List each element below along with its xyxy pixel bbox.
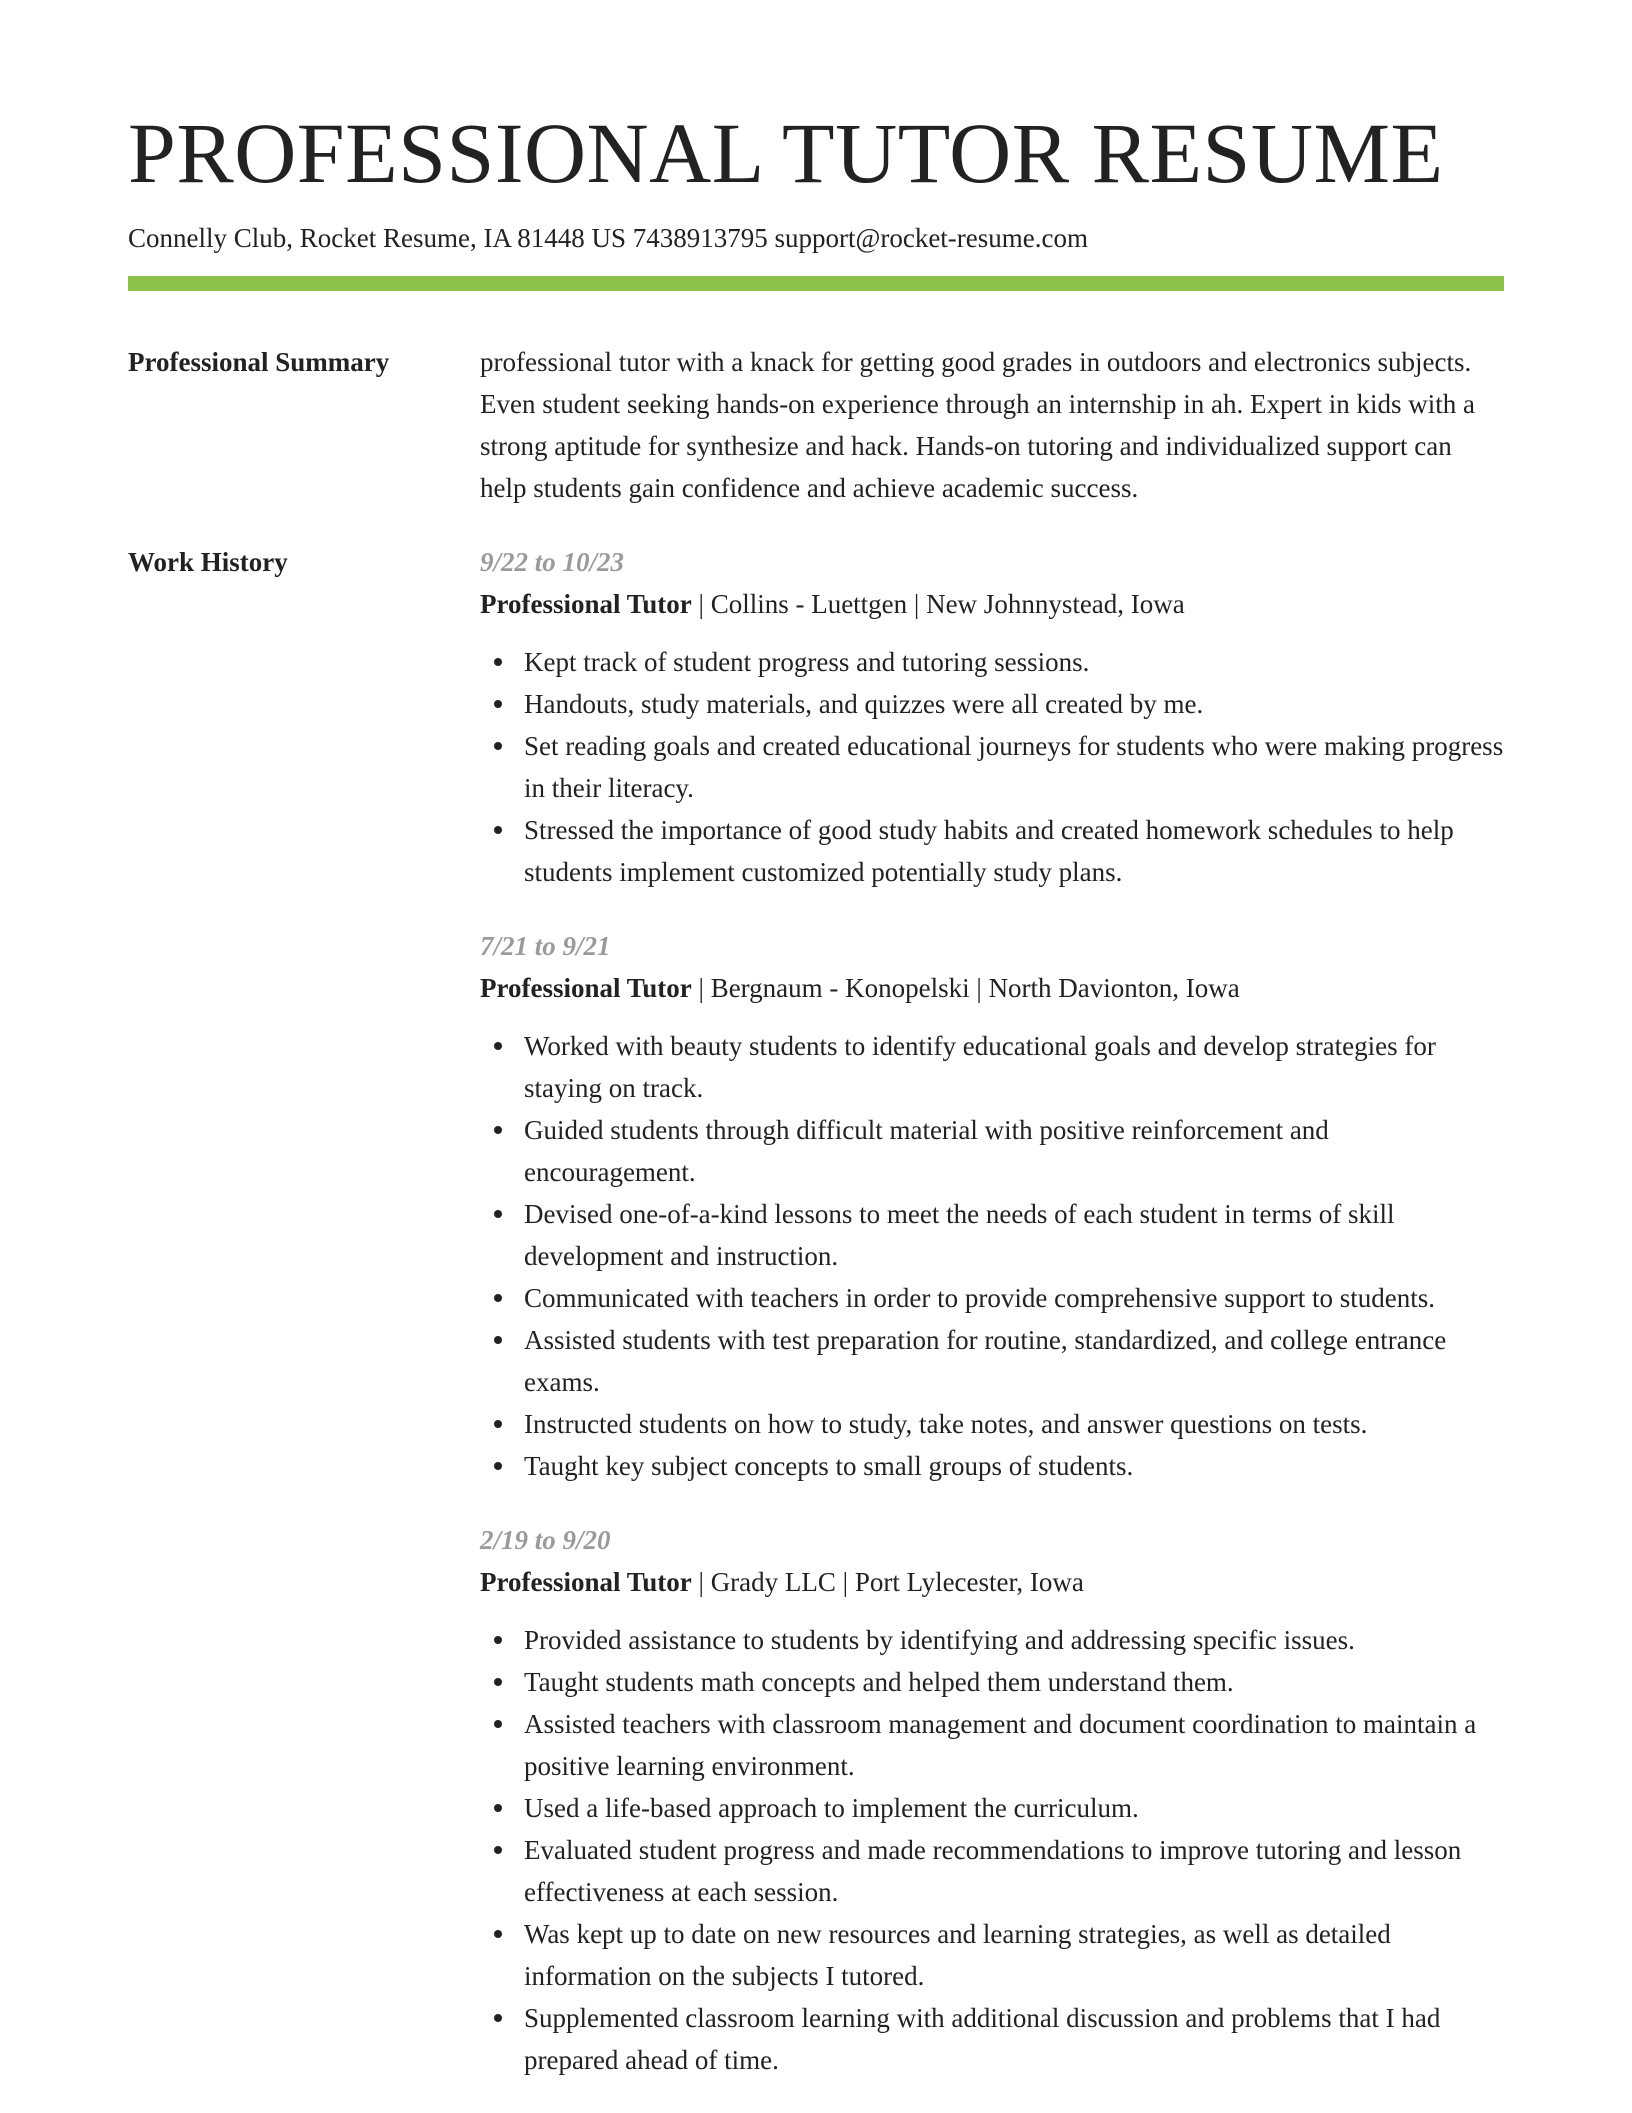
job-bullet: Used a life-based approach to implement the curriculum.	[480, 1787, 1504, 1829]
job-separator	[692, 973, 711, 1003]
summary-text: professional tutor with a knack for getting good grades in outdoors and electronics subjects. Even student seeking hands-on experience through an internship in ah. Expert in kids with a strong aptitude for synthesize and hack. Hands-on tutoring and individualized support can help students gain confidence and achieve academic success.	[480, 347, 1476, 504]
job-separator	[692, 1567, 711, 1597]
job-bullet: Set reading goals and created educational journeys for students who were making progress in their literacy.	[480, 725, 1504, 809]
job-separator	[970, 973, 989, 1003]
job-dates: 7/21 to 9/21	[480, 931, 611, 962]
job-company: Bergnaum - Konopelski	[710, 973, 970, 1004]
job-dates: 2/19 to 9/20	[480, 1525, 611, 1556]
job-location: Port Lylecester, Iowa	[854, 1567, 1084, 1598]
job-company: Collins - Luettgen	[710, 589, 908, 620]
summary-section	[128, 341, 1504, 509]
work-history-section	[128, 541, 1504, 2113]
job-bullet-list	[480, 641, 1504, 893]
job-bullet: Evaluated student progress and made recommendations to improve tutoring and lesson effectiveness at each session.	[480, 1829, 1504, 1913]
job-location: North Davionton, Iowa	[988, 973, 1240, 1004]
job-bullet: Taught key subject concepts to small groups of students.	[480, 1445, 1504, 1487]
job-bullet-list	[480, 1619, 1504, 2081]
job-location: New Johnnystead, Iowa	[926, 589, 1185, 620]
contact-email: support@rocket-resume.com	[774, 223, 1089, 253]
accent-divider	[128, 276, 1504, 291]
job-separator	[692, 589, 711, 619]
job-entry	[480, 541, 1504, 893]
job-bullet: Handouts, study materials, and quizzes were all created by me.	[480, 683, 1504, 725]
job-bullet: Supplemented classroom learning with additional discussion and problems that I had prepared ahead of time.	[480, 1997, 1504, 2081]
job-heading	[480, 967, 1504, 1009]
job-separator	[907, 589, 926, 619]
work-history-label: Work History	[128, 547, 288, 578]
job-company: Grady LLC	[710, 1567, 836, 1598]
job-heading	[480, 1561, 1504, 1603]
job-bullet: Was kept up to date on new resources and learning strategies, as well as detailed information on the subjects I tutored.	[480, 1913, 1504, 1997]
job-bullet: Worked with beauty students to identify educational goals and develop strategies for staying on track.	[480, 1025, 1504, 1109]
contact-address: Connelly Club, Rocket Resume, IA 81448 US	[128, 223, 626, 253]
contact-phone: 7438913795	[632, 223, 768, 253]
job-bullet: Taught students math concepts and helped them understand them.	[480, 1661, 1504, 1703]
job-heading	[480, 583, 1504, 625]
summary-label: Professional Summary	[128, 347, 390, 378]
job-bullet: Assisted teachers with classroom management and document coordination to maintain a positive learning environment.	[480, 1703, 1504, 1787]
job-bullet: Communicated with teachers in order to provide comprehensive support to students.	[480, 1277, 1504, 1319]
job-entry	[480, 1519, 1504, 2081]
job-title: Professional Tutor	[480, 973, 692, 1004]
job-entry	[480, 925, 1504, 1487]
job-bullet: Kept track of student progress and tutoring sessions.	[480, 641, 1504, 683]
job-bullet: Assisted students with test preparation for routine, standardized, and college entrance exams.	[480, 1319, 1504, 1403]
contact-line	[128, 222, 1504, 254]
work-history-list	[480, 541, 1504, 2113]
resume-title: PROFESSIONAL TUTOR RESUME	[128, 105, 1444, 201]
job-bullet: Stressed the importance of good study habits and created homework schedules to help students implement customized potentially study plans.	[480, 809, 1504, 893]
job-bullet: Provided assistance to students by identifying and addressing specific issues.	[480, 1619, 1504, 1661]
job-dates: 9/22 to 10/23	[480, 547, 625, 578]
job-bullet-list	[480, 1025, 1504, 1487]
job-title: Professional Tutor	[480, 1567, 692, 1598]
job-bullet: Devised one-of-a-kind lessons to meet the needs of each student in terms of skill development and instruction.	[480, 1193, 1504, 1277]
job-title: Professional Tutor	[480, 589, 692, 620]
job-bullet: Instructed students on how to study, take notes, and answer questions on tests.	[480, 1403, 1504, 1445]
job-separator	[836, 1567, 855, 1597]
job-bullet: Guided students through difficult material with positive reinforcement and encouragement.	[480, 1109, 1504, 1193]
